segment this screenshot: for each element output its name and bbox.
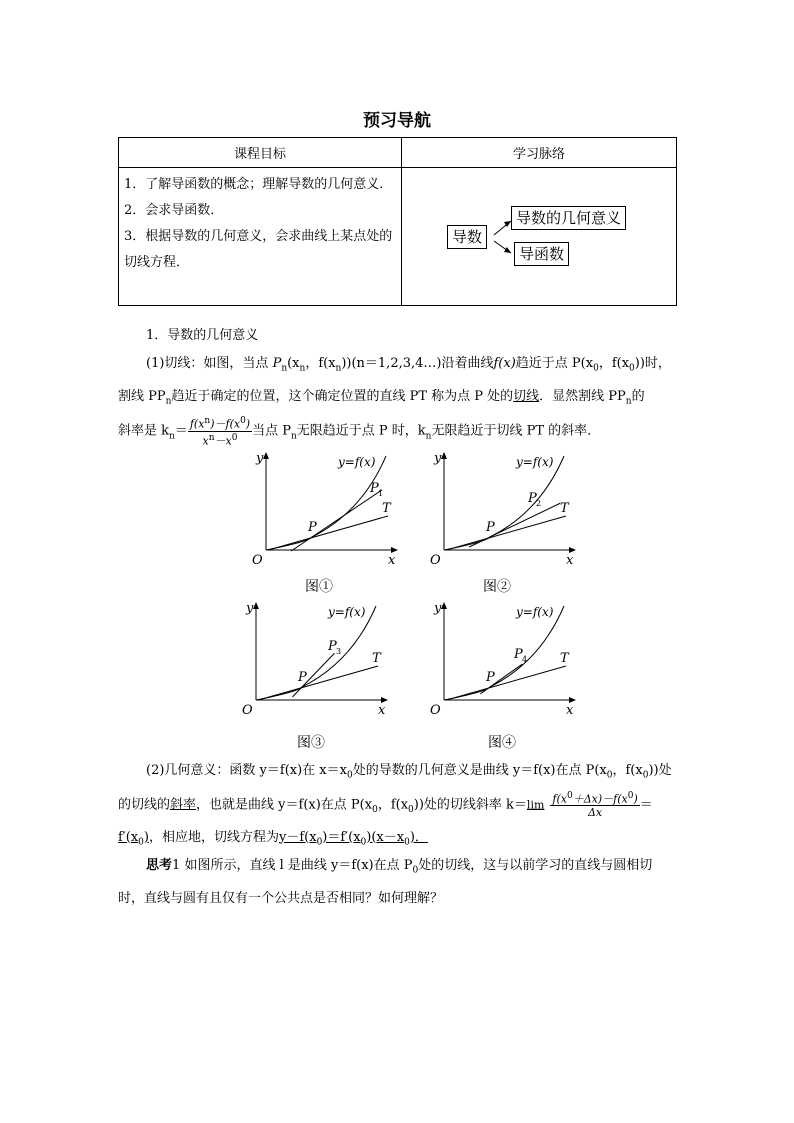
point-t-label: T [382, 501, 391, 516]
secant-slope-fraction: $\frac{f(x^n)-f(x^0)}{x^n-x^0}$ [189, 416, 251, 448]
y-axis-label: y [434, 451, 442, 466]
figure-caption: 图④ [488, 735, 516, 751]
point-pn-subscript: 4 [522, 655, 528, 664]
flow-root-box: 导数 [447, 225, 487, 249]
curve-label: y=f(x) [338, 455, 376, 469]
limit-symbol: lim [526, 797, 545, 811]
point-pn-label: P [328, 639, 337, 654]
point-p-label: P [298, 670, 307, 685]
point-pn-label: P [370, 481, 379, 496]
tangent-term: 切线 [513, 388, 540, 404]
origin-label: O [252, 553, 263, 568]
goal-item: 3．根据导数的几何意义，会求曲线上某点处的切线方程． [124, 229, 393, 270]
figure-4 [418, 600, 578, 729]
course-goals-cell [119, 168, 402, 306]
flow-arrows [403, 169, 679, 304]
think-question: 思考1 如图所示，直线 l 是曲线 y＝f(x)在点 $P_0$处的切线，这与以前学习的直线与圆相切时，直线与圆有且仅有一个公共点是否相同？如何理解？ [118, 858, 653, 906]
flow-branch-derivative-function: 导函数 [514, 242, 569, 266]
point-pn-subscript: 2 [536, 499, 542, 508]
lesson-plan-table [118, 137, 677, 306]
curve-label: y=f(x) [516, 455, 554, 469]
point-t-label: T [560, 651, 569, 666]
y-axis-arrow [441, 602, 447, 609]
point-pn-subscript: 1 [378, 489, 384, 498]
figure-3 [230, 600, 390, 729]
tangent-equation: $y-f(x_0)=f'(x_0)(x-x_0)$． [279, 829, 428, 848]
section-heading: 1．导数的几何意义 [146, 328, 259, 343]
secant-line [291, 490, 382, 551]
x-axis-label: x [566, 553, 574, 568]
figure-1 [240, 450, 400, 579]
point-pn-label: P [528, 491, 537, 506]
curve-y-fx [444, 606, 564, 700]
origin-label: O [430, 703, 441, 718]
geometric-meaning-paragraph: (2)几何意义：函数 y＝f(x)在 $x=x_0$处的导数的几何意义是曲线 y＝f(x)在点 $P(x_0$，$f(x_0)$)处 的切线的斜率，也就是曲线 y＝f(x)在点 $P(x_0$，$f(x_0)$)处的切线斜率 k＝lim $\frac{f(x^0+\Delta x)-f(x^0)}{\Delta x}$ ＝ $f'(x_0)$，相应地，切线方程为$y-f(x_0)=f'(x_0)(x-x_0)$． [118, 763, 672, 848]
tangent-line-pt [272, 516, 388, 549]
point-pn-label: P [514, 647, 523, 662]
y-axis-arrow [263, 452, 269, 459]
page-title: 预习导航 [363, 111, 431, 131]
point-t-label: T [372, 651, 381, 666]
point-t-label: T [560, 501, 569, 516]
tangent-line-pt [450, 666, 566, 699]
concept-flow-diagram [403, 169, 675, 304]
y-axis-label: y [434, 601, 442, 616]
curve-label: y=f(x) [516, 605, 554, 619]
origin-label: O [430, 553, 441, 568]
x-axis-label: x [378, 703, 386, 718]
point-pn-subscript: 3 [336, 647, 342, 656]
y-axis-arrow [253, 602, 259, 609]
goal-item: 2．会求导函数． [124, 203, 224, 218]
think-label: 思考 [146, 858, 173, 873]
derivative-fraction: $\frac{f(x^0+\Delta x)-f(x^0)}{\Delta x}$ [552, 790, 638, 820]
curve-y-fx [444, 456, 564, 550]
y-axis-label: y [256, 451, 264, 466]
figure-caption: 图③ [297, 735, 325, 751]
figure-2 [418, 450, 578, 579]
x-axis-label: x [566, 703, 574, 718]
curve-y-fx [256, 606, 376, 700]
x-axis-label: x [388, 553, 396, 568]
learning-flow-cell [402, 168, 677, 306]
flow-branch-geometric-meaning: 导数的几何意义 [511, 206, 626, 230]
curve-y-fx [266, 456, 386, 550]
point-p-label: P [486, 520, 495, 535]
tangent-paragraph: (1)切线：如图，当点 $P_n(x_n$，$f(x_n))(n=1,2,3,4\dots)$沿着曲线f(x)趋近于点 $P(x_0$，$f(x_0)$)时， 割线 $PP_n$趋近于确定的位置，这个确定位置的直线 PT 称为点 P 处的切线．显然割线 $PP_n$的 斜率是 $k_n=$ $\frac{f(x^n)-f(x^0)}{x^n-x^0}$ 当点 $P_n$无限趋近于点 P 时，$k_n$无限趋近于切线 PT 的斜率． [118, 356, 671, 448]
figure-caption: 图② [483, 579, 511, 595]
curve-label: y=f(x) [328, 605, 366, 619]
y-axis-arrow [441, 452, 447, 459]
derivative-value: $f'(x_0)$ [118, 829, 149, 848]
tangent-line-pt [450, 516, 566, 549]
point-p-label: P [486, 670, 495, 685]
slope-term: 斜率 [170, 796, 197, 812]
y-axis-label: y [246, 601, 254, 616]
goal-item: 1．了解导函数的概念；理解导数的几何意义． [124, 177, 393, 192]
secant-line [469, 503, 560, 547]
point-p-label: P [308, 520, 317, 535]
learning-flow-header: 学习脉络 [402, 138, 677, 168]
origin-label: O [242, 703, 253, 718]
course-goals-header: 课程目标 [119, 138, 402, 168]
figure-caption: 图① [305, 579, 333, 595]
tangent-line-pt [262, 666, 378, 699]
